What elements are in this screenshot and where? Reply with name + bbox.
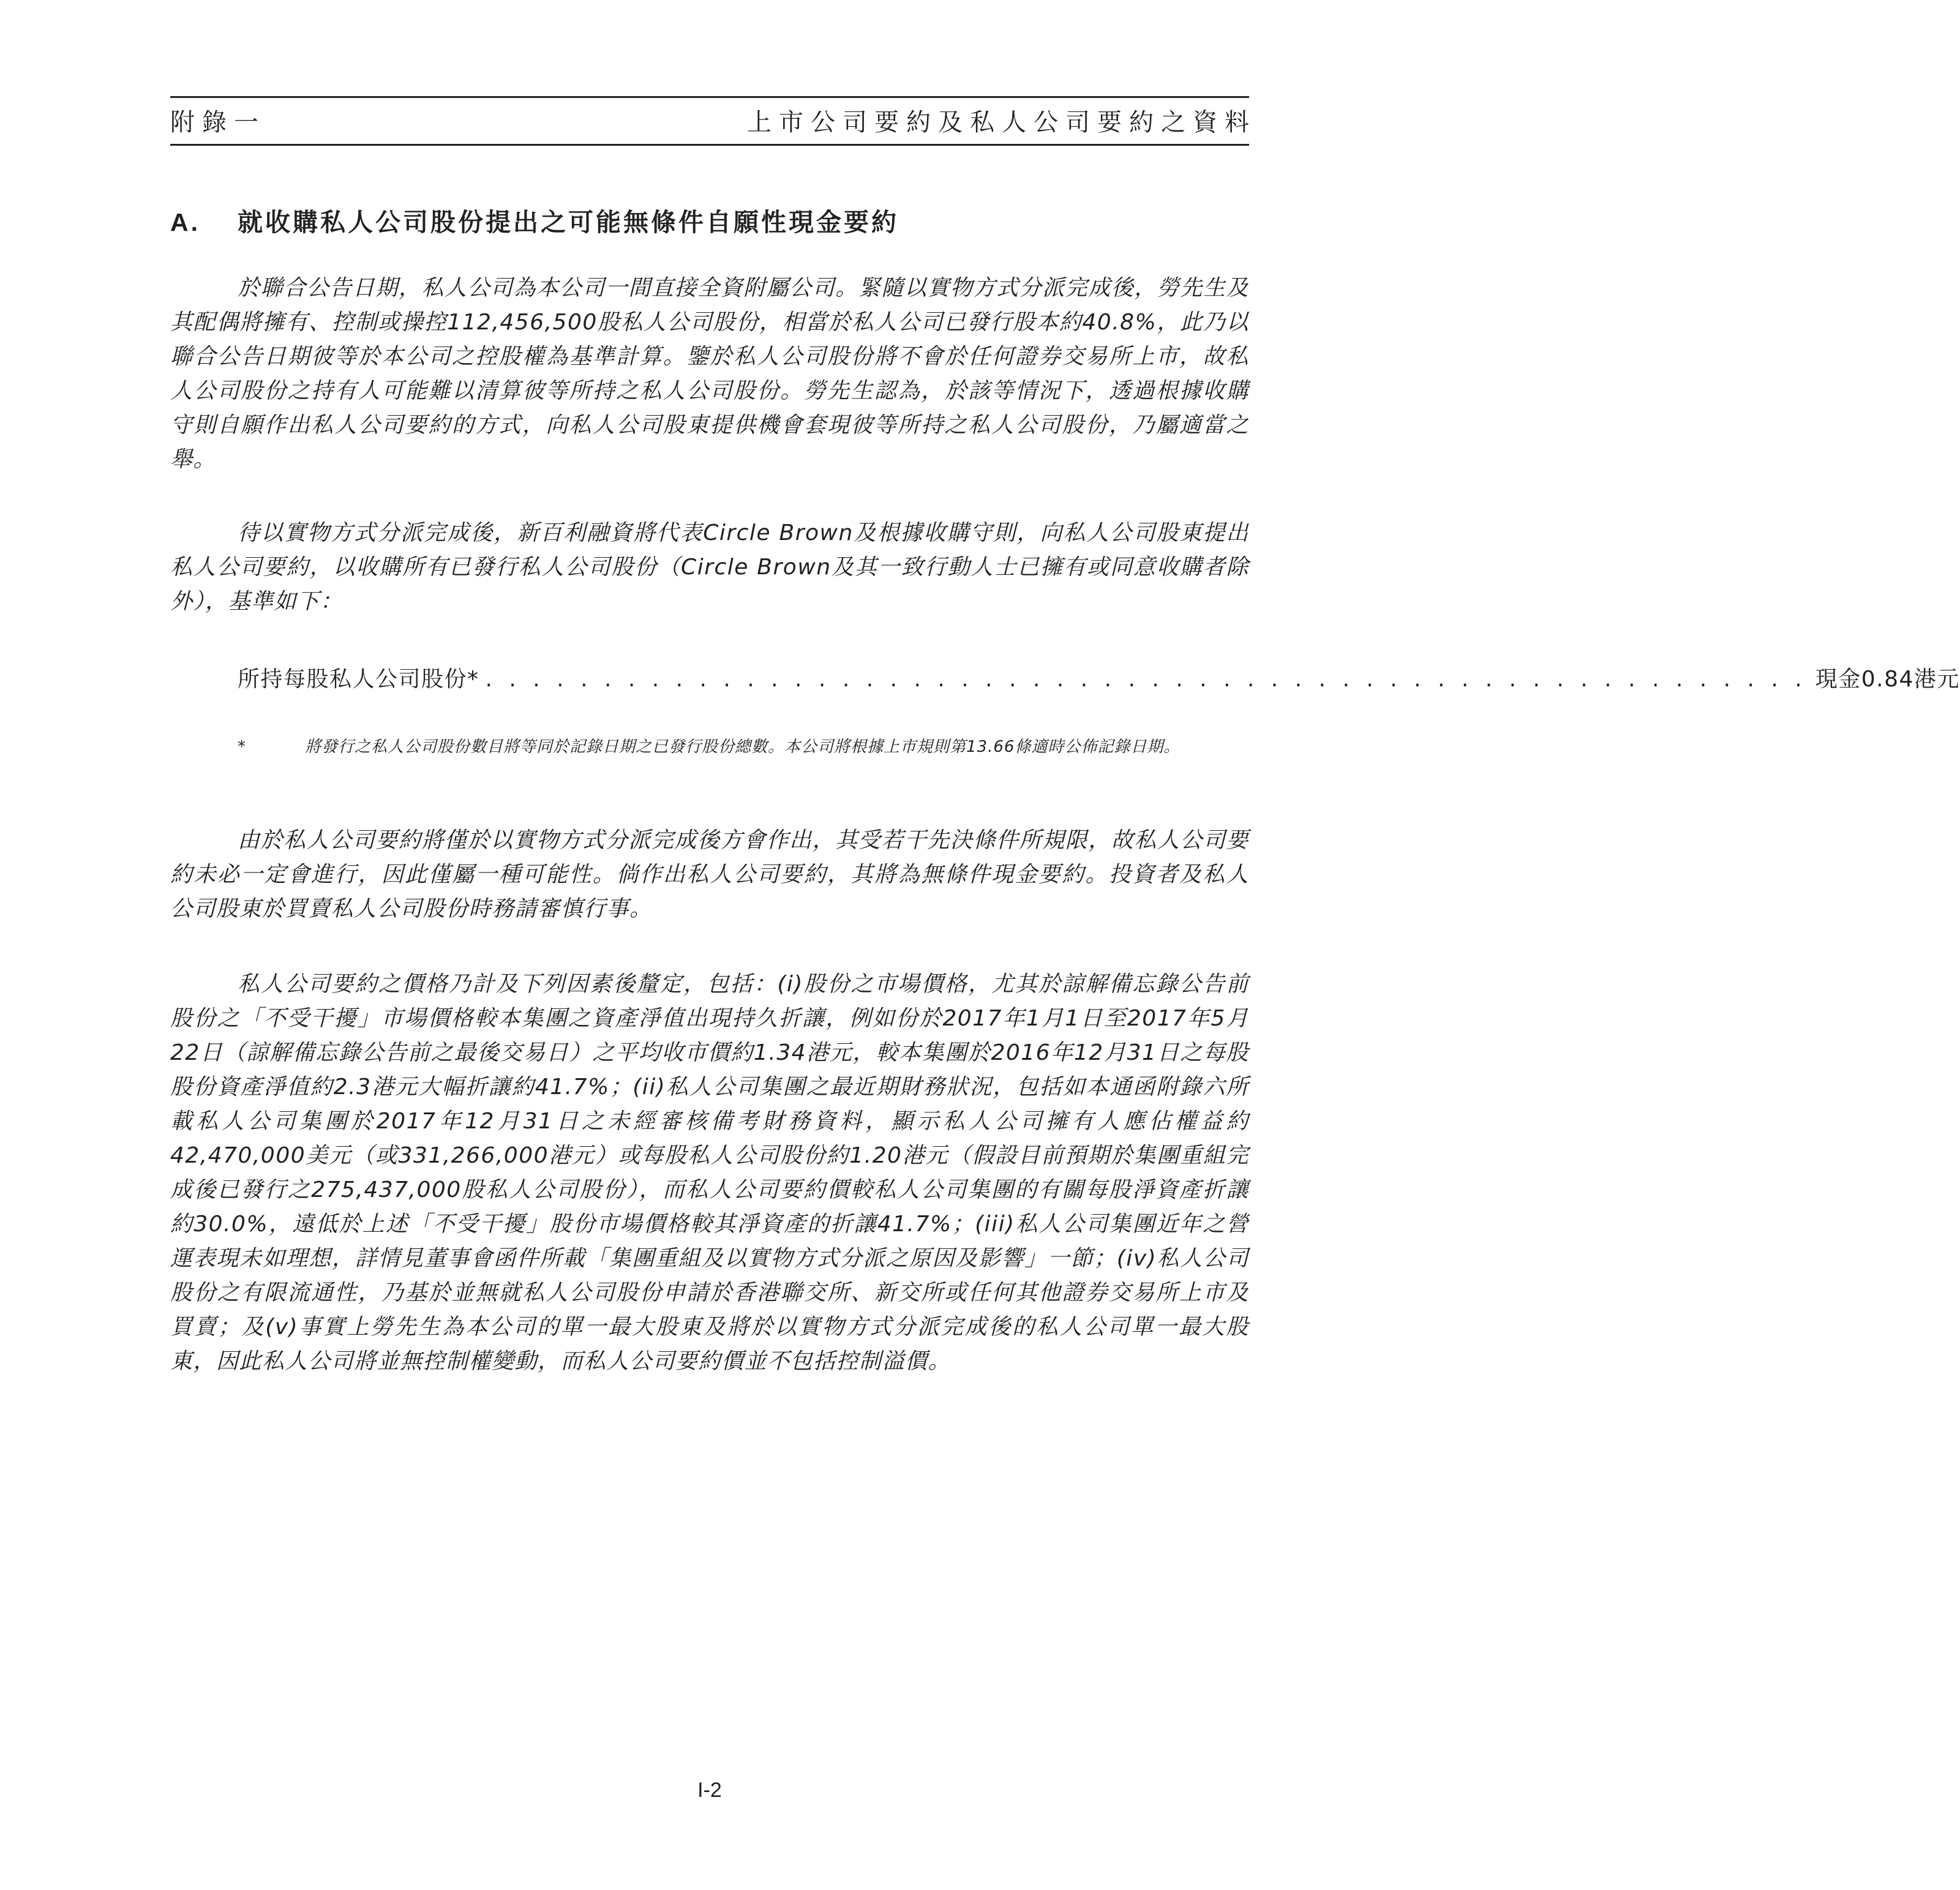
header-appendix-label: 附錄一 — [170, 108, 266, 137]
paragraph-2: 待以實物方式分派完成後，新百利融資將代表Circle Brown及根據收購守則，向私人公司股東提出私人公司要約，以收購所有已發行私人公司股份（Circle Brown及其一致行動人士已擁有或同意收購者除外），基準如下： — [170, 520, 1249, 614]
dot-leader: . . . . . . . . . . . . . . . . . . . . . . . . . . . . . . . . . . . . . . . . . . . . . . . . . . . . . . . . — [485, 667, 1807, 692]
section-title: 就收購私人公司股份提出之可能無條件自願性現金要約 — [238, 208, 899, 237]
offer-value: 現金0.84港元 — [1815, 667, 1960, 692]
document-page — [170, 0, 1960, 1890]
section-heading — [170, 202, 899, 238]
page-number: I-2 — [697, 1779, 722, 1802]
paragraph-1: 於聯合公告日期，私人公司為本公司一間直接全資附屬公司。緊隨以實物方式分派完成後，勞先生及其配偶將擁有、控制或操控112,456,500股私人公司股份，相當於私人公司已發行股本約40.8%，此乃以聯合公告日期彼等於本公司之控股權為基準計算。鑒於私人公司股份將不會於任何證券交易所上市，故私人公司股份之持有人可能難以清算彼等所持之私人公司股份。勞先生認為，於該等情況下，透過根據收購守則自願作出私人公司要約的方式，向私人公司股東提供機會套現彼等所持之私人公司股份，乃屬適當之舉。 — [170, 276, 1249, 472]
footnote-text: 將發行之私人公司股份數目將等同於記錄日期之已發行股份總數。本公司將根據上市規則第13.66條適時公佈記錄日期。 — [305, 738, 1181, 756]
section-number: A. — [170, 208, 200, 236]
header-title: 上市公司要約及私人公司要約之資料 — [747, 108, 1256, 137]
footnote-mark: * — [238, 738, 246, 756]
header-top-rule — [170, 96, 1249, 98]
paragraph-4: 由於私人公司要約將僅於以實物方式分派完成後方會作出，其受若干先決條件所規限，故私人公司要約未必一定會進行，因此僅屬一種可能性。倘作出私人公司要約，其將為無條件現金要約。投資者及私人公司股東於買賣私人公司股份時務請審慎行事。 — [170, 828, 1249, 921]
page-header — [170, 103, 1256, 140]
offer-price-row — [238, 662, 1960, 697]
offer-label: 所持每股私人公司股份* — [238, 667, 479, 692]
header-bottom-rule — [170, 144, 1249, 146]
paragraph-5: 私人公司要約之價格乃計及下列因素後釐定，包括：(i)股份之市場價格，尤其於諒解備忘錄公告前股份之「不受干擾」市場價格較本集團之資產淨值出現持久折讓，例如份於2017年1月1日至2017年5月22日（諒解備忘錄公告前之最後交易日）之平均收市價約1.34港元，較本集團於2016年12月31日之每股股份資產淨值約2.3港元大幅折讓約41.7%；(ii)私人公司集團之最近期財務狀況，包括如本通函附錄六所載私人公司集團於2017年12月31日之未經審核備考財務資料，顯示私人公司擁有人應佔權益約42,470,000美元（或331,266,000港元）或每股私人公司股份約1.20港元（假設目前預期於集團重組完成後已發行之275,437,000股私人公司股份），而私人公司要約價較私人公司集團的有關每股淨資產折讓約30.0%，遠低於上述「不受干擾」股份市場價格較其淨資產的折讓41.7%；(iii)私人公司集團近年之營運表現未如理想，詳情見董事會函件所載「集團重組及以實物方式分派之原因及影響」一節；(iv)私人公司股份之有限流通性，乃基於並無就私人公司股份申請於香港聯交所、新交所或任何其他證券交易所上市及買賣；及(v)事實上勞先生為本公司的單一最大股東及將於以實物方式分派完成後的私人公司單一最大股東，因此私人公司將並無控制權變動，而私人公司要約價並不包括控制溢價。 — [170, 972, 1249, 1374]
